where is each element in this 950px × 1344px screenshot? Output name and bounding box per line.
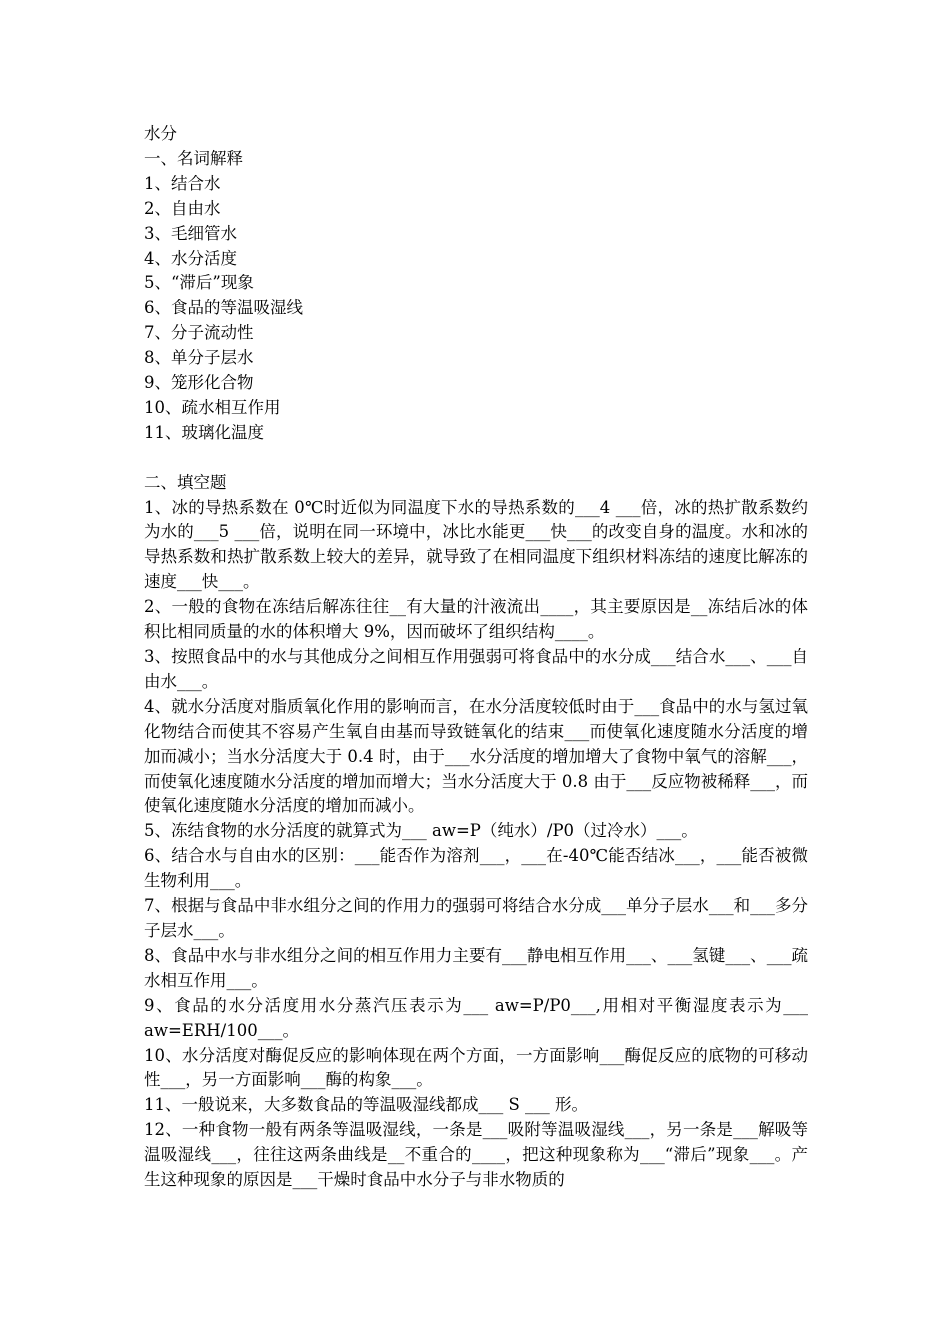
question-paragraph: 10、水分活度对酶促反应的影响体现在两个方面，一方面影响___酶促反应的底物的可移动性___，另一方面影响___酶的构象___。 — [144, 1045, 808, 1090]
definition-item: 7、分子流动性 — [144, 323, 254, 343]
document-title: 水分 — [144, 124, 177, 143]
section-heading-fill-in: 二、填空题 — [144, 472, 227, 492]
question-paragraph: 11、一般说来，大多数食品的等温吸湿线都成___ S ___ 形。 — [144, 1095, 589, 1115]
question-paragraph: 3、按照食品中的水与其他成分之间相互作用强弱可将食品中的水分成___结合水___、___自由水___。 — [144, 647, 808, 691]
question-paragraph: 1、冰的导热系数在 0℃时近似为同温度下水的导热系数的___4 ___倍，冰的热扩散系数约为水的___5 ___倍，说明在同一环境中，冰比水能更___快___的改变自身的温度。水和冰的导热系数和热扩散系数上较大的差异，就导致了在相同温度下组织材料冻结的速度比解冻的速度___快___。 — [144, 497, 808, 592]
section-heading-definitions: 一、名词解释 — [144, 148, 243, 168]
question-paragraph: 9、食品的水分活度用水分蒸汽压表示为___ aw=P/P0___,用相对平衡湿度表示为___ aw=ERH/100___。 — [144, 995, 808, 1040]
definition-item: 3、毛细管水 — [144, 223, 237, 243]
question-paragraph: 2、一般的食物在冻结后解冻往往__有大量的汁液流出____，其主要原因是__冻结后冰的体积比相同质量的水的体积增大 9%，因而破坏了组织结构____。 — [144, 597, 808, 642]
question-paragraph: 7、根据与食品中非水组分之间的作用力的强弱可将结合水分成___单分子层水___和___多分子层水___。 — [144, 896, 808, 940]
question-paragraph: 12、一种食物一般有两条等温吸湿线，一条是___吸附等温吸湿线___，另一条是___解吸等温吸湿线___，往往这两条曲线是__不重合的____，把这种现象称为___“滞后”现象___。产生这种现象的原因是___干燥时食品中水分子与非水物质的 — [144, 1120, 808, 1190]
definition-item: 5、“滞后”现象 — [144, 273, 254, 293]
question-paragraph: 5、冻结食物的水分活度的就算式为___ aw=P（纯水）/P0（过冷水）___。 — [144, 821, 698, 841]
definition-item: 11、玻璃化温度 — [144, 422, 264, 442]
definition-item: 4、水分活度 — [144, 248, 237, 268]
question-paragraph: 4、就水分活度对脂质氧化作用的影响而言，在水分活度较低时由于___食品中的水与氢过氧化物结合而使其不容易产生氧自由基而导致链氧化的结束___而使氧化速度随水分活度的增加而减小；当水分活度大于 0.4 时，由于___水分活度的增加增大了食物中氧气的溶解___，而使氧化速度随水分活度的增加而增大；当水分活度大于 0.8 由于___反应物被稀释___，而使氧化速度随水分活度的增加而减小。 — [144, 696, 808, 816]
definition-item: 6、食品的等温吸湿线 — [144, 298, 303, 318]
definition-item: 1、结合水 — [144, 173, 221, 193]
question-paragraph: 8、食品中水与非水组分之间的相互作用力主要有___静电相互作用___、___氢键___、___疏水相互作用___。 — [144, 945, 808, 990]
definition-item: 8、单分子层水 — [144, 348, 254, 368]
definition-item: 2、自由水 — [144, 198, 221, 218]
blank-line — [144, 446, 808, 471]
question-paragraph: 6、结合水与自由水的区别：___能否作为溶剂___，___在-40℃能否结冰___，___能否被微生物利用___。 — [144, 846, 808, 891]
definition-item: 9、笼形化合物 — [144, 373, 254, 393]
definition-item: 10、疏水相互作用 — [144, 397, 281, 417]
document-page — [144, 122, 808, 1193]
